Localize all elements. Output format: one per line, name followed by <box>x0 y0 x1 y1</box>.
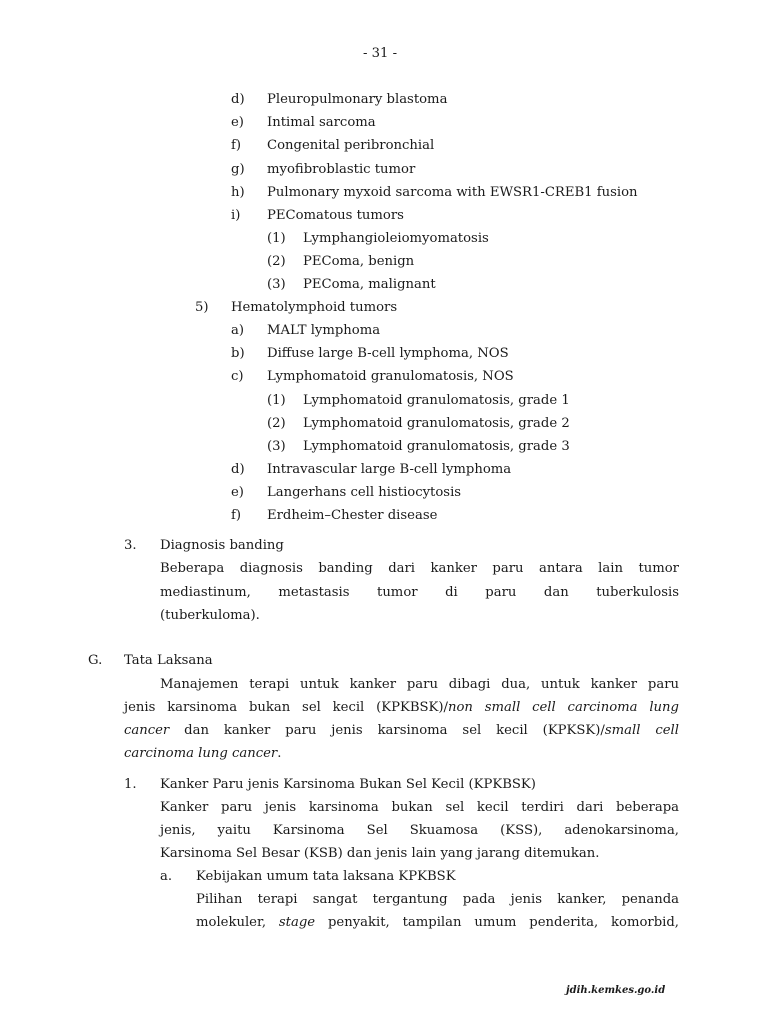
list-marker: (3) <box>267 277 286 293</box>
list-item-text: PEComatous tumors <box>267 208 404 223</box>
list-marker: b) <box>231 346 245 362</box>
subsection-a-line-2a: molekuler, <box>196 915 279 930</box>
list-marker: e) <box>231 485 244 501</box>
list-item-text: Lymphomatoid granulomatosis, grade 2 <box>303 416 570 432</box>
section-g-line-3 <box>124 722 679 740</box>
section-g-title: Tata Laksana <box>124 653 213 668</box>
list-marker: h) <box>231 184 245 200</box>
subsection-a-line-2b: stage <box>278 915 316 930</box>
list-item-text: Intimal sarcoma <box>267 115 376 131</box>
section-g-line-4b: . <box>277 746 282 761</box>
subsection-a-line-2 <box>196 914 679 932</box>
list-item-text: PEComa, benign <box>303 254 415 270</box>
section-g-line-3c: small cell <box>604 723 679 738</box>
section-g-line-4 <box>124 745 281 763</box>
list-item-text: Pulmonary myxoid sarcoma with EWSR1-CREB1 fusion <box>267 184 638 200</box>
section-g-line-1: Manajemen terapi untuk kanker paru dibagi dua, untuk kanker paru <box>160 677 679 692</box>
list-item-text: MALT lymphoma <box>267 323 381 338</box>
diagnosis-marker: 3. <box>124 538 137 553</box>
subsection-a-marker: a. <box>160 869 173 884</box>
section-g-line-3a: cancer <box>124 723 170 738</box>
subsection-a-line-1: Pilihan terapi sangat tergantung pada jenis kanker, penanda <box>196 892 679 907</box>
section-g-line-2 <box>124 699 679 717</box>
list-marker: d) <box>231 92 245 107</box>
list-marker: f) <box>231 508 242 524</box>
list-marker: e) <box>231 115 244 131</box>
section-5-marker: 5) <box>195 300 209 315</box>
subsection-1-title: Kanker Paru jenis Karsinoma Bukan Sel Kecil (KPKBSK) <box>160 777 536 792</box>
subsection-1-marker: 1. <box>124 777 137 792</box>
list-item-text: Lymphomatoid granulomatosis, grade 3 <box>303 439 570 455</box>
list-item-text: Congenital peribronchial <box>267 138 435 154</box>
page-number: - 31 - <box>363 46 398 61</box>
diagnosis-line-1: Beberapa diagnosis banding dari kanker paru antara lain tumor <box>160 561 679 576</box>
list-item-text: Diffuse large B-cell lymphoma, NOS <box>267 346 509 362</box>
list-marker: (3) <box>267 439 286 455</box>
subsection-a-line-2c: penyakit, tampilan umum penderita, komorbid, <box>315 915 679 930</box>
subsection-1-line-1: Kanker paru jenis karsinoma bukan sel kecil terdiri dari beberapa <box>160 800 679 815</box>
section-g-line-3b: dan kanker paru jenis karsinoma sel kecil (KPKSK)/ <box>169 723 605 738</box>
list-marker: d) <box>231 462 245 477</box>
list-item-text: Erdheim–Chester disease <box>267 508 438 524</box>
list-item-text: myofibroblastic tumor <box>267 161 416 177</box>
section-g-line-2b: non small cell carcinoma lung <box>447 700 679 715</box>
list-item-text: Intravascular large B-cell lymphoma <box>267 462 512 477</box>
list-marker: (1) <box>267 231 286 246</box>
section-g-marker: G. <box>88 653 103 668</box>
diagnosis-line-3: (tuberkuloma). <box>160 608 260 623</box>
list-marker: a) <box>231 323 245 338</box>
subsection-1-line-3: Karsinoma Sel Besar (KSB) dan jenis lain yang jarang ditemukan. <box>160 846 600 861</box>
list-marker: g) <box>231 161 245 177</box>
list-marker: c) <box>231 369 244 385</box>
list-item-text: Pleuropulmonary blastoma <box>267 92 448 107</box>
subsection-a-title: Kebijakan umum tata laksana KPKBSK <box>196 869 456 884</box>
list-item-text: Langerhans cell histiocytosis <box>267 485 462 501</box>
list-item-text: Lymphomatoid granulomatosis, grade 1 <box>303 393 570 408</box>
footer-url: jdih.kemkes.go.id <box>566 985 666 996</box>
list-item-text: Lymphangioleiomyomatosis <box>303 231 489 246</box>
list-marker: (2) <box>267 254 286 270</box>
section-g-line-4a: carcinoma lung cancer <box>124 746 278 761</box>
subsection-1-line-2: jenis, yaitu Karsinoma Sel Skuamosa (KSS), adenokarsinoma, <box>160 823 679 838</box>
list-marker: i) <box>231 208 241 223</box>
section-g-line-2a: jenis karsinoma bukan sel kecil (KPKBSK)/ <box>124 700 448 715</box>
section-5-title: Hematolymphoid tumors <box>231 300 398 315</box>
diagnosis-title: Diagnosis banding <box>160 538 284 553</box>
diagnosis-line-2: mediastinum, metastasis tumor di paru dan tuberkulosis <box>160 585 679 600</box>
list-marker: f) <box>231 138 242 154</box>
list-item-text: PEComa, malignant <box>303 277 436 293</box>
list-marker: (2) <box>267 416 286 432</box>
list-marker: (1) <box>267 393 286 408</box>
list-item-text: Lymphomatoid granulomatosis, NOS <box>267 369 514 385</box>
